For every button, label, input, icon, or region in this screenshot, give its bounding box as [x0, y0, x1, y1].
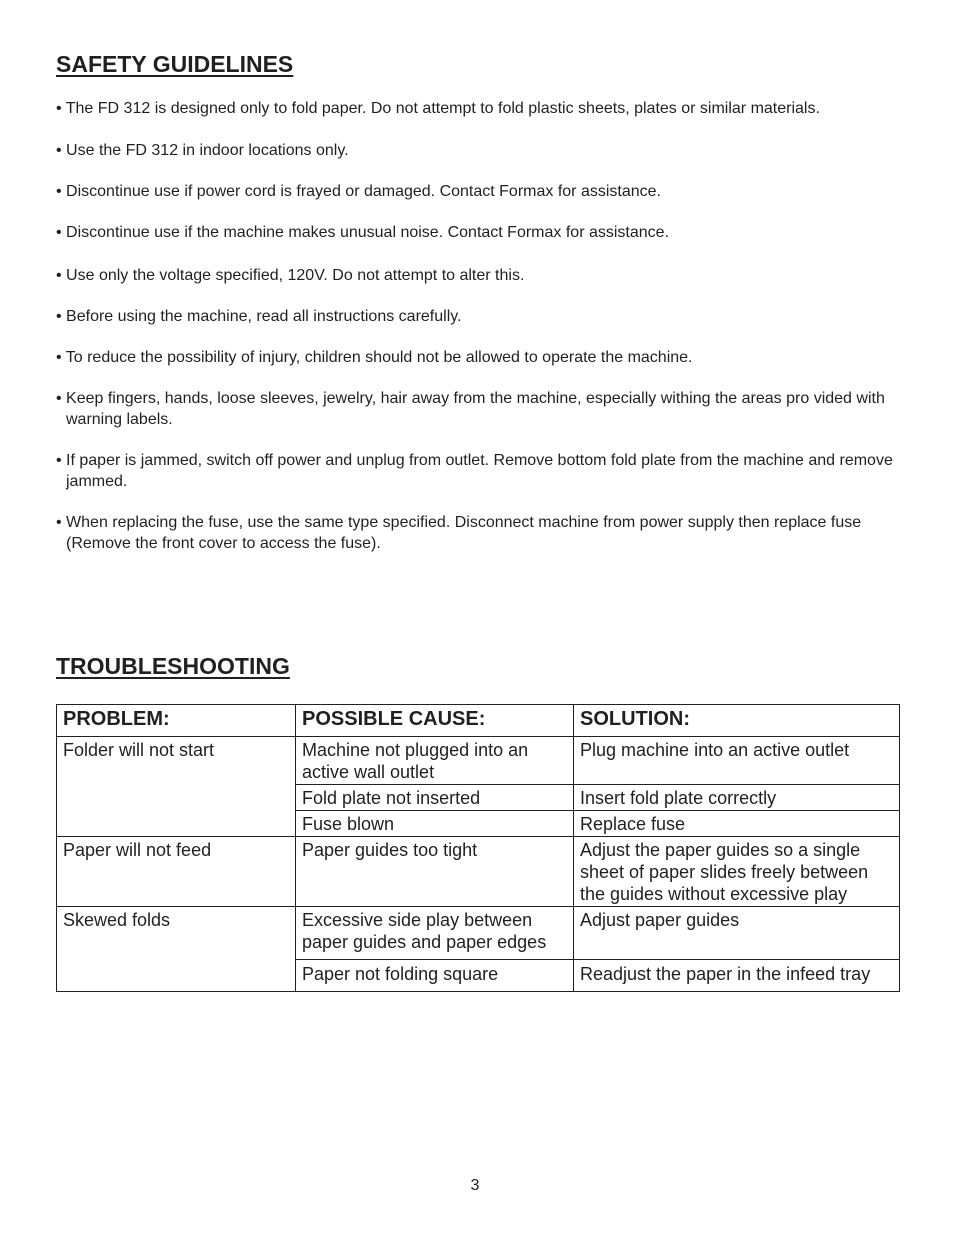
problem-cell: Paper will not feed	[57, 837, 296, 907]
cause-cell: Fuse blown	[296, 811, 574, 837]
cause-cell: Paper guides too tight	[296, 837, 574, 907]
safety-item: • Use the FD 312 in indoor locations only.	[56, 142, 349, 159]
solution-cell: Readjust the paper in the infeed tray	[574, 960, 900, 992]
safety-item: • Before using the machine, read all instructions carefully.	[56, 308, 462, 325]
solution-cell: Insert fold plate correctly	[574, 785, 900, 811]
cause-cell: Machine not plugged into an active wall outlet	[296, 737, 574, 785]
safety-item: • Keep fingers, hands, loose sleeves, jewelry, hair away from the machine, especially withing the areas pro vided with warning labels.	[56, 390, 885, 428]
safety-guidelines-heading: SAFETY GUIDELINES	[56, 51, 294, 77]
safety-item: • The FD 312 is designed only to fold paper. Do not attempt to fold plastic sheets, plates or similar materials.	[56, 100, 820, 117]
solution-cell: Replace fuse	[574, 811, 900, 837]
header-possible-cause: POSSIBLE CAUSE:	[296, 705, 574, 737]
header-problem: PROBLEM:	[57, 705, 296, 737]
safety-item: • Use only the voltage specified, 120V. Do not attempt to alter this.	[56, 267, 525, 284]
header-solution: SOLUTION:	[574, 705, 900, 737]
cause-cell: Excessive side play between paper guides and paper edges	[296, 907, 574, 960]
cause-cell: Fold plate not inserted	[296, 785, 574, 811]
solution-cell: Plug machine into an active outlet	[574, 737, 900, 785]
troubleshooting-table	[56, 704, 900, 992]
safety-item: • To reduce the possibility of injury, children should not be allowed to operate the machine.	[56, 349, 693, 366]
problem-cell: Skewed folds	[57, 907, 296, 992]
table-header-row	[57, 705, 900, 737]
cause-cell: Paper not folding square	[296, 960, 574, 992]
problem-cell: Folder will not start	[57, 737, 296, 837]
page-number: 3	[470, 1177, 480, 1194]
safety-item: • When replacing the fuse, use the same type specified. Disconnect machine from power supply then replace fuse (Remove the front cover to access the fuse).	[56, 514, 862, 552]
safety-item: • Discontinue use if the machine makes unusual noise. Contact Formax for assistance.	[56, 224, 670, 241]
table-row	[57, 837, 900, 907]
safety-item: • Discontinue use if power cord is frayed or damaged. Contact Formax for assistance.	[56, 183, 661, 200]
troubleshooting-heading: TROUBLESHOOTING	[56, 653, 290, 679]
table-row	[57, 737, 900, 785]
solution-cell: Adjust the paper guides so a single sheet of paper slides freely between the guides without excessive play	[574, 837, 900, 907]
table-row	[57, 907, 900, 960]
solution-cell: Adjust paper guides	[574, 907, 900, 960]
safety-item: • If paper is jammed, switch off power and unplug from outlet. Remove bottom fold plate from the machine and remove jammed.	[56, 452, 893, 490]
